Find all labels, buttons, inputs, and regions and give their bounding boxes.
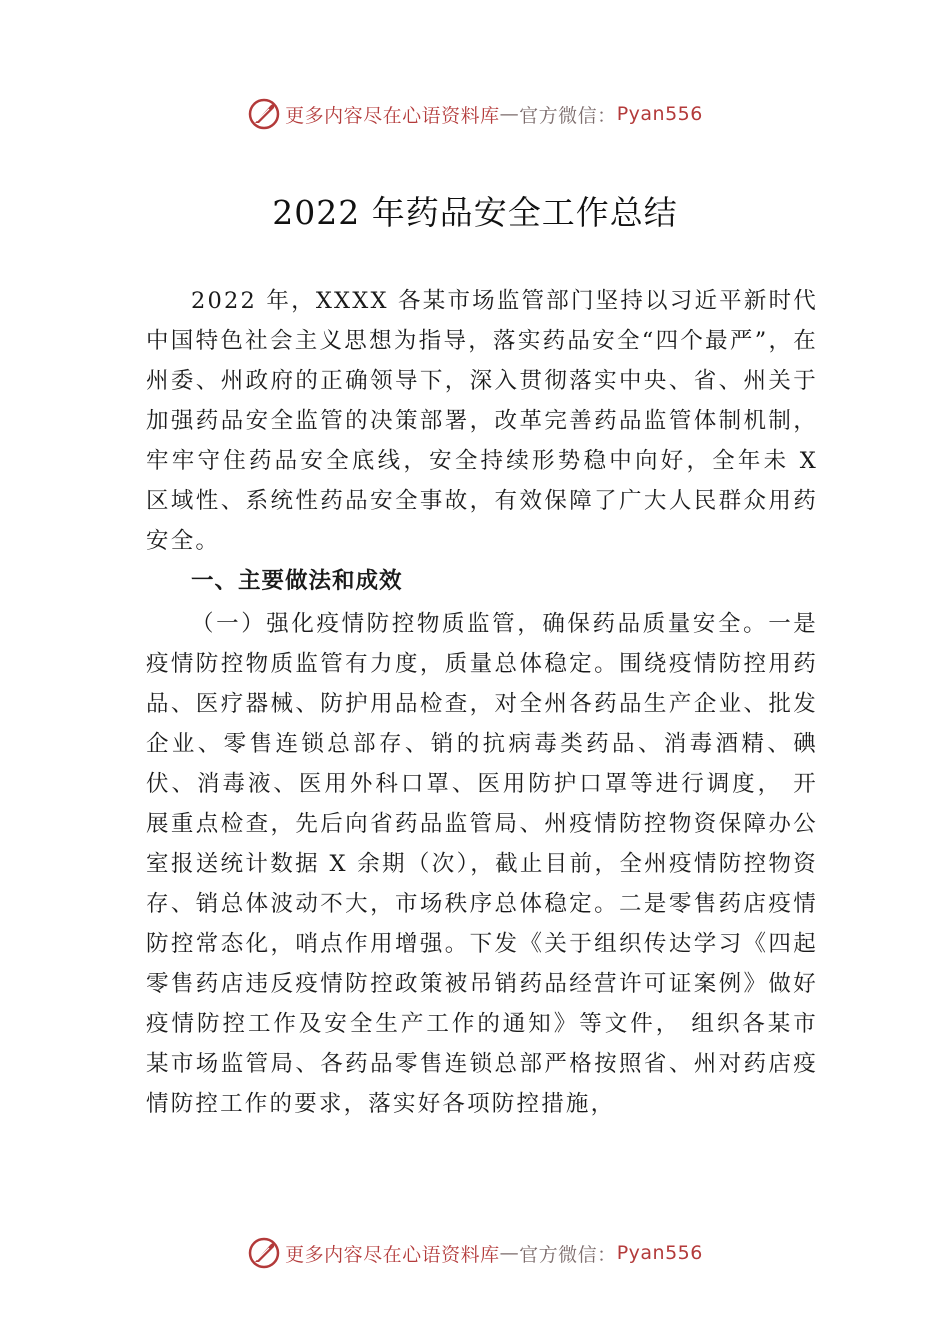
footer-brand (0, 1233, 950, 1273)
brand-wechat-id: Pyan556 (616, 1242, 703, 1264)
document-title: 2022 年药品安全工作总结 (272, 193, 678, 232)
intro-paragraph: 2022 年，XXXX 各某市场监管部门坚持以习近平新时代中国特色社会主义思想为指导，落实药品安全“四个最严”，在州委、州政府的正确领导下，深入贯彻落实中央、省、州关于加强药品安全监管的决策部署，改革完善药品监管体制机制，牢牢守住药品安全底线，安全持续形势稳中向好，全年未 X 区域性、系统性药品安全事故，有效保障了广大人民群众用药安全。 (146, 288, 818, 554)
brand-dash: — (499, 103, 520, 125)
brand-text: 更多内容尽在心语资料库 (285, 104, 500, 127)
header-brand (0, 94, 950, 134)
feather-pen-logo-icon (247, 97, 281, 131)
section-paragraph: （一）强化疫情防控物质监管，确保药品质量安全。一是疫情防控物质监管有力度，质量总体稳定。围绕疫情防控用药品、医疗器械、防护用品检查，对全州各药品生产企业、批发企业、零售连锁总部存、销的抗病毒类药品、消毒酒精、碘伏、消毒液、医用外科口罩、医用防护口罩等进行调度， 开展重点检查，先后向省药品监管局、州疫情防控物资保障办公室报送统计数据 X 余期（次），截止目前，全州疫情防控物资存、销总体波动不大，市场秩序总体稳定。二是零售药店疫情防控常态化，哨点作用增强。下发《关于组织传达学习《四起零售药店违反疫情防控政策被吊销药品经营许可证案例》做好疫情防控工作及安全生产工作的通知》等文件， 组织各某市某市场监管局、各药品零售连锁总部严格按照省、州对药店疫情防控工作的要求，落实好各项防控措施， (146, 611, 818, 1117)
section-heading: 一、主要做法和成效 (191, 568, 403, 594)
brand-wechat-id: Pyan556 (616, 103, 703, 125)
document-body (146, 281, 818, 1124)
feather-pen-logo-icon (247, 1236, 281, 1270)
brand-text: 更多内容尽在心语资料库 (285, 1243, 500, 1266)
brand-wechat-label: 官方微信： (519, 104, 617, 127)
brand-wechat-label: 官方微信： (519, 1243, 617, 1266)
brand-dash: — (499, 1242, 520, 1264)
